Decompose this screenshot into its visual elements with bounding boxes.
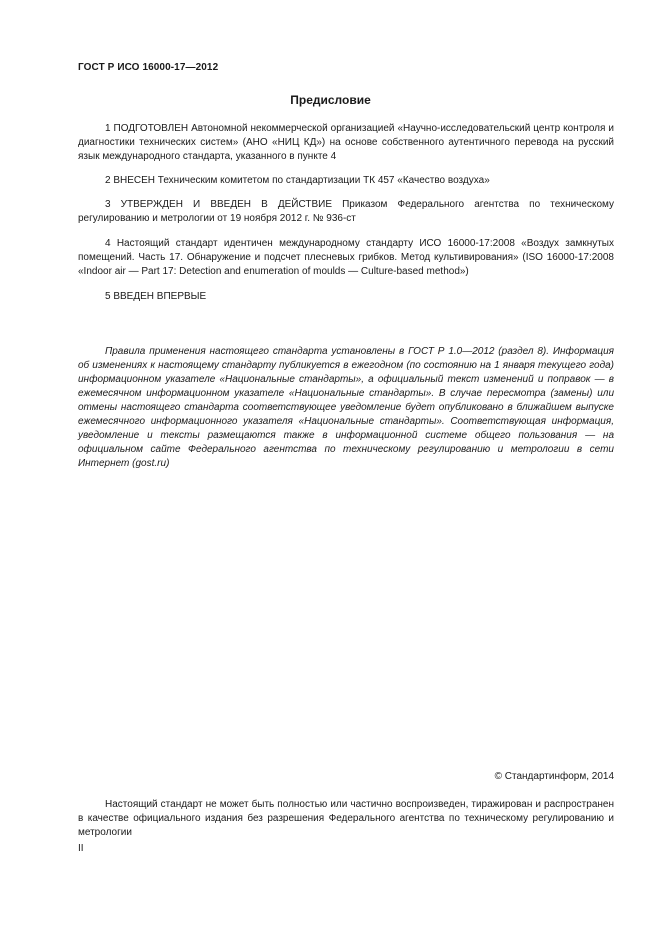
- application-rules-notice: [78, 345, 614, 471]
- item-2-introduced-by: [78, 174, 614, 188]
- reproduction-notice: [78, 798, 614, 840]
- item-4-identical-standard: [78, 237, 614, 279]
- standard-code-header: ГОСТ Р ИСО 16000-17—2012: [78, 62, 219, 73]
- item-4-text: 4 Настоящий стандарт идентичен международному стандарту ИСО 16000-17:2008 «Воздух замкнутых помещений. Часть 17. Обнаружение и подсчет плесневых грибков. Метод культивирования» (ISO 16000-17:2008 «Indoor air — Part 17: Detection and enumeration of moulds — Culture-based method»): [78, 238, 614, 277]
- reproduction-notice-text: Настоящий стандарт не может быть полностью или частично воспроизведен, тиражирован и распространен в качестве официального издания без разрешения Федерального агентства по техническому регулированию и метрологии: [78, 799, 614, 838]
- item-1-text: 1 ПОДГОТОВЛЕН Автономной некоммерческой организацией «Научно-исследовательский центр контроля и диагностики технических систем» (АНО «НИЦ КД») на основе собственного аутентичного перевода на русский язык международного стандарта, указанного в пункте 4: [78, 123, 614, 162]
- item-5-text: 5 ВВЕДЕН ВПЕРВЫЕ: [105, 291, 207, 302]
- item-3-text: 3 УТВЕРЖДЕН И ВВЕДЕН В ДЕЙСТВИЕ Приказом Федерального агентства по техническому регулированию и метрологии от 19 ноября 2012 г. № 936-ст: [78, 199, 614, 224]
- item-5-introduced-first: [78, 290, 614, 304]
- item-2-text: 2 ВНЕСЕН Техническим комитетом по стандартизации ТК 457 «Качество воздуха»: [105, 175, 490, 186]
- notice-text: Правила применения настоящего стандарта установлены в ГОСТ Р 1.0—2012 (раздел 8). Информация об изменениях к настоящему стандарту публикуется в ежегодном (по состоянию на 1 января текущего года) информационном указателе «Национальные стандарты», а официальный текст изменений и поправок — в ежемесячном информационном указателе «Национальные стандарты». В случае пересмотра (замены) или отмены настоящего стандарта соответствующее уведомление будет опубликовано в ближайшем выпуске ежемесячного информационного указателя «Национальные стандарты». Соответствующая информация, уведомление и тексты размещаются также в информационной системе общего пользования — на официальном сайте Федерального агентства по техническому регулированию и метрологии в сети Интернет (gost.ru): [78, 346, 614, 469]
- page-number: II: [78, 843, 84, 854]
- copyright: © Стандартинформ, 2014: [494, 771, 614, 782]
- item-3-approved: [78, 198, 614, 226]
- page-title: Предисловие: [290, 93, 371, 107]
- item-1-prepared-by: [78, 122, 614, 164]
